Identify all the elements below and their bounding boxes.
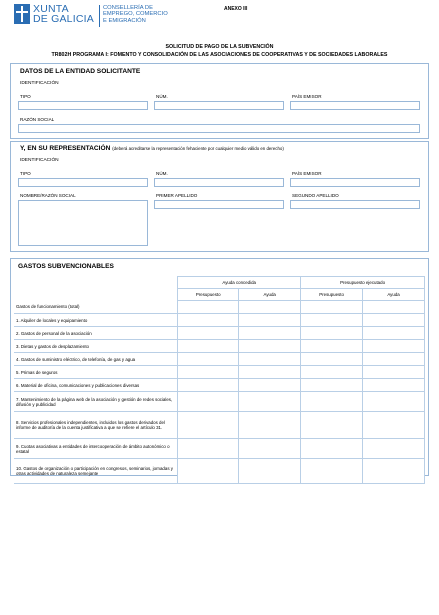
col-header: Presupuesto	[301, 289, 363, 301]
expense-concept: 7. Mantenimiento de la página web de la asociación y gestión de redes sociales, difusión y publicidad	[14, 392, 178, 412]
rep-num-field[interactable]	[154, 178, 284, 187]
amount-cell[interactable]	[178, 412, 239, 439]
amount-cell[interactable]	[301, 327, 363, 340]
amount-cell[interactable]	[178, 353, 239, 366]
dept-line: EMPREGO, COMERCIO	[103, 11, 168, 18]
dept-line: CONSELLERÍA DE	[103, 5, 153, 11]
identification-subtitle: IDENTIFICACIÓN	[20, 158, 59, 163]
table-row	[14, 392, 425, 412]
expense-concept: 2. Gastos de personal de la asociación	[14, 327, 178, 340]
amount-cell[interactable]	[239, 314, 301, 327]
table-row	[14, 459, 425, 484]
amount-cell[interactable]	[239, 392, 301, 412]
amount-cell[interactable]	[178, 379, 239, 392]
amount-cell[interactable]	[239, 327, 301, 340]
dept-line: E EMIGRACIÓN	[103, 17, 146, 24]
amount-cell[interactable]	[363, 353, 425, 366]
amount-cell[interactable]	[239, 439, 301, 459]
department-name	[103, 5, 168, 24]
representative-title-text: Y, EN SU REPRESENTACIÓN	[20, 145, 111, 152]
amount-cell[interactable]	[239, 379, 301, 392]
group-header-presupuesto-ejecutado: Presupuesto ejecutado	[301, 277, 425, 289]
amount-cell[interactable]	[178, 327, 239, 340]
expense-concept: 6. Material de oficina, comunicaciones y publicaciones diversas	[14, 379, 178, 392]
amount-cell[interactable]	[239, 412, 301, 439]
amount-cell[interactable]	[363, 340, 425, 353]
expense-concept: 5. Primas de seguros	[14, 366, 178, 379]
table-row	[14, 353, 425, 366]
expense-concept: 10. Gastos de organización o participación en congresos, seminarios, jornadas y otras actividades de naturaleza semejante	[14, 459, 178, 484]
section-applicant-title: DATOS DE LA ENTIDAD SOLICITANTE	[20, 68, 141, 75]
label-tipo: TIPO	[20, 94, 31, 99]
col-header: Ayuda	[239, 289, 301, 301]
expense-concept: 9. Cuotas asociativas a entidades de intercooperación de ámbito autonómico o estatal	[14, 439, 178, 459]
amount-cell[interactable]	[301, 392, 363, 412]
expense-concept: 3. Dietas y gastos de desplazamiento	[14, 340, 178, 353]
amount-cell[interactable]	[301, 353, 363, 366]
table-row	[14, 301, 425, 314]
pais-emisor-field[interactable]	[290, 101, 420, 110]
document-title: SOLICITUD DE PAGO DE LA SUBVENCIÓN	[165, 44, 274, 50]
expense-concept: 1. Alquiler de locales y equipamiento	[14, 314, 178, 327]
amount-cell[interactable]	[239, 353, 301, 366]
amount-cell[interactable]	[178, 439, 239, 459]
table-row	[14, 314, 425, 327]
table-row	[14, 340, 425, 353]
rep-tipo-field[interactable]	[18, 178, 148, 187]
logo-galicia: DE GALICIA	[33, 13, 94, 25]
table-row	[14, 412, 425, 439]
amount-cell[interactable]	[363, 392, 425, 412]
amount-cell[interactable]	[178, 314, 239, 327]
rep-pais-emisor-field[interactable]	[290, 178, 420, 187]
amount-cell[interactable]	[363, 301, 425, 314]
expense-concept: 8. Servicios profesionales independientes, incluidos los gastos derivados del informe de auditoría de la cuenta justificativa a que se refiere el artículo 31.	[14, 412, 178, 439]
table-row	[14, 379, 425, 392]
label-tipo: TIPO	[20, 171, 31, 176]
expense-concept: 4. Gastos de suministro eléctrico, de telefonía, de gas y agua	[14, 353, 178, 366]
label-pais-emisor: PAÍS EMISOR	[292, 94, 322, 99]
amount-cell[interactable]	[178, 301, 239, 314]
amount-cell[interactable]	[363, 314, 425, 327]
representative-note: (deberá acreditarse la representación fehaciente por cualquier medio válido en derecho)	[112, 146, 284, 151]
amount-cell[interactable]	[178, 392, 239, 412]
label-segundo-apellido: SEGUNDO APELLIDO	[292, 193, 339, 198]
segundo-apellido-field[interactable]	[290, 200, 420, 209]
label-pais-emisor: PAÍS EMISOR	[292, 171, 322, 176]
amount-cell[interactable]	[239, 366, 301, 379]
amount-cell[interactable]	[301, 412, 363, 439]
table-corner	[14, 289, 178, 301]
xunta-logo-icon	[14, 4, 30, 24]
group-header-ayuda-concedida: Ayuda concedida	[178, 277, 301, 289]
amount-cell[interactable]	[301, 379, 363, 392]
amount-cell[interactable]	[301, 459, 363, 484]
logo-divider	[99, 5, 100, 27]
nombre-razon-social-field[interactable]	[18, 200, 148, 246]
section-expenses-title: GASTOS SUBVENCIONABLES	[18, 263, 114, 270]
xunta-logo-text	[33, 4, 94, 24]
procedure-title: TR802H PROGRAMA I: FOMENTO Y CONSOLIDACIÓN DE LAS ASOCIACIONES DE COOPERATIVAS Y DE SOCIEDADES LABORALES	[51, 52, 388, 58]
label-num: NÚM.	[156, 171, 168, 176]
amount-cell[interactable]	[301, 366, 363, 379]
amount-cell[interactable]	[363, 327, 425, 340]
amount-cell[interactable]	[239, 340, 301, 353]
expense-concept: Gastos de funcionamiento (total)	[14, 301, 178, 314]
amount-cell[interactable]	[363, 379, 425, 392]
identification-subtitle: IDENTIFICACIÓN	[20, 81, 59, 86]
annex-label: ANEXO III	[224, 6, 248, 12]
label-nombre: NOMBRE/RAZÓN SOCIAL	[20, 193, 76, 198]
amount-cell[interactable]	[363, 366, 425, 379]
amount-cell[interactable]	[301, 314, 363, 327]
expenses-table	[14, 276, 425, 484]
label-num: NÚM.	[156, 94, 168, 99]
primer-apellido-field[interactable]	[154, 200, 284, 209]
label-razon-social: RAZÓN SOCIAL	[20, 117, 55, 122]
logo-xunta: XUNTA	[33, 3, 69, 15]
amount-cell[interactable]	[301, 301, 363, 314]
amount-cell[interactable]	[239, 301, 301, 314]
amount-cell[interactable]	[178, 366, 239, 379]
amount-cell[interactable]	[178, 340, 239, 353]
amount-cell[interactable]	[301, 439, 363, 459]
amount-cell[interactable]	[301, 340, 363, 353]
amount-cell[interactable]	[363, 412, 425, 439]
table-row	[14, 366, 425, 379]
table-row	[14, 327, 425, 340]
table-corner	[14, 277, 178, 289]
tipo-field[interactable]	[18, 101, 148, 110]
amount-cell[interactable]	[178, 459, 239, 484]
amount-cell[interactable]	[363, 459, 425, 484]
amount-cell[interactable]	[363, 439, 425, 459]
section-representative-title	[20, 145, 284, 152]
label-primer-apellido: PRIMER APELLIDO	[156, 193, 198, 198]
amount-cell[interactable]	[239, 459, 301, 484]
num-field[interactable]	[154, 101, 284, 110]
table-row	[14, 439, 425, 459]
razon-social-field[interactable]	[18, 124, 420, 133]
col-header: Presupuesto	[178, 289, 239, 301]
col-header: Ayuda	[363, 289, 425, 301]
